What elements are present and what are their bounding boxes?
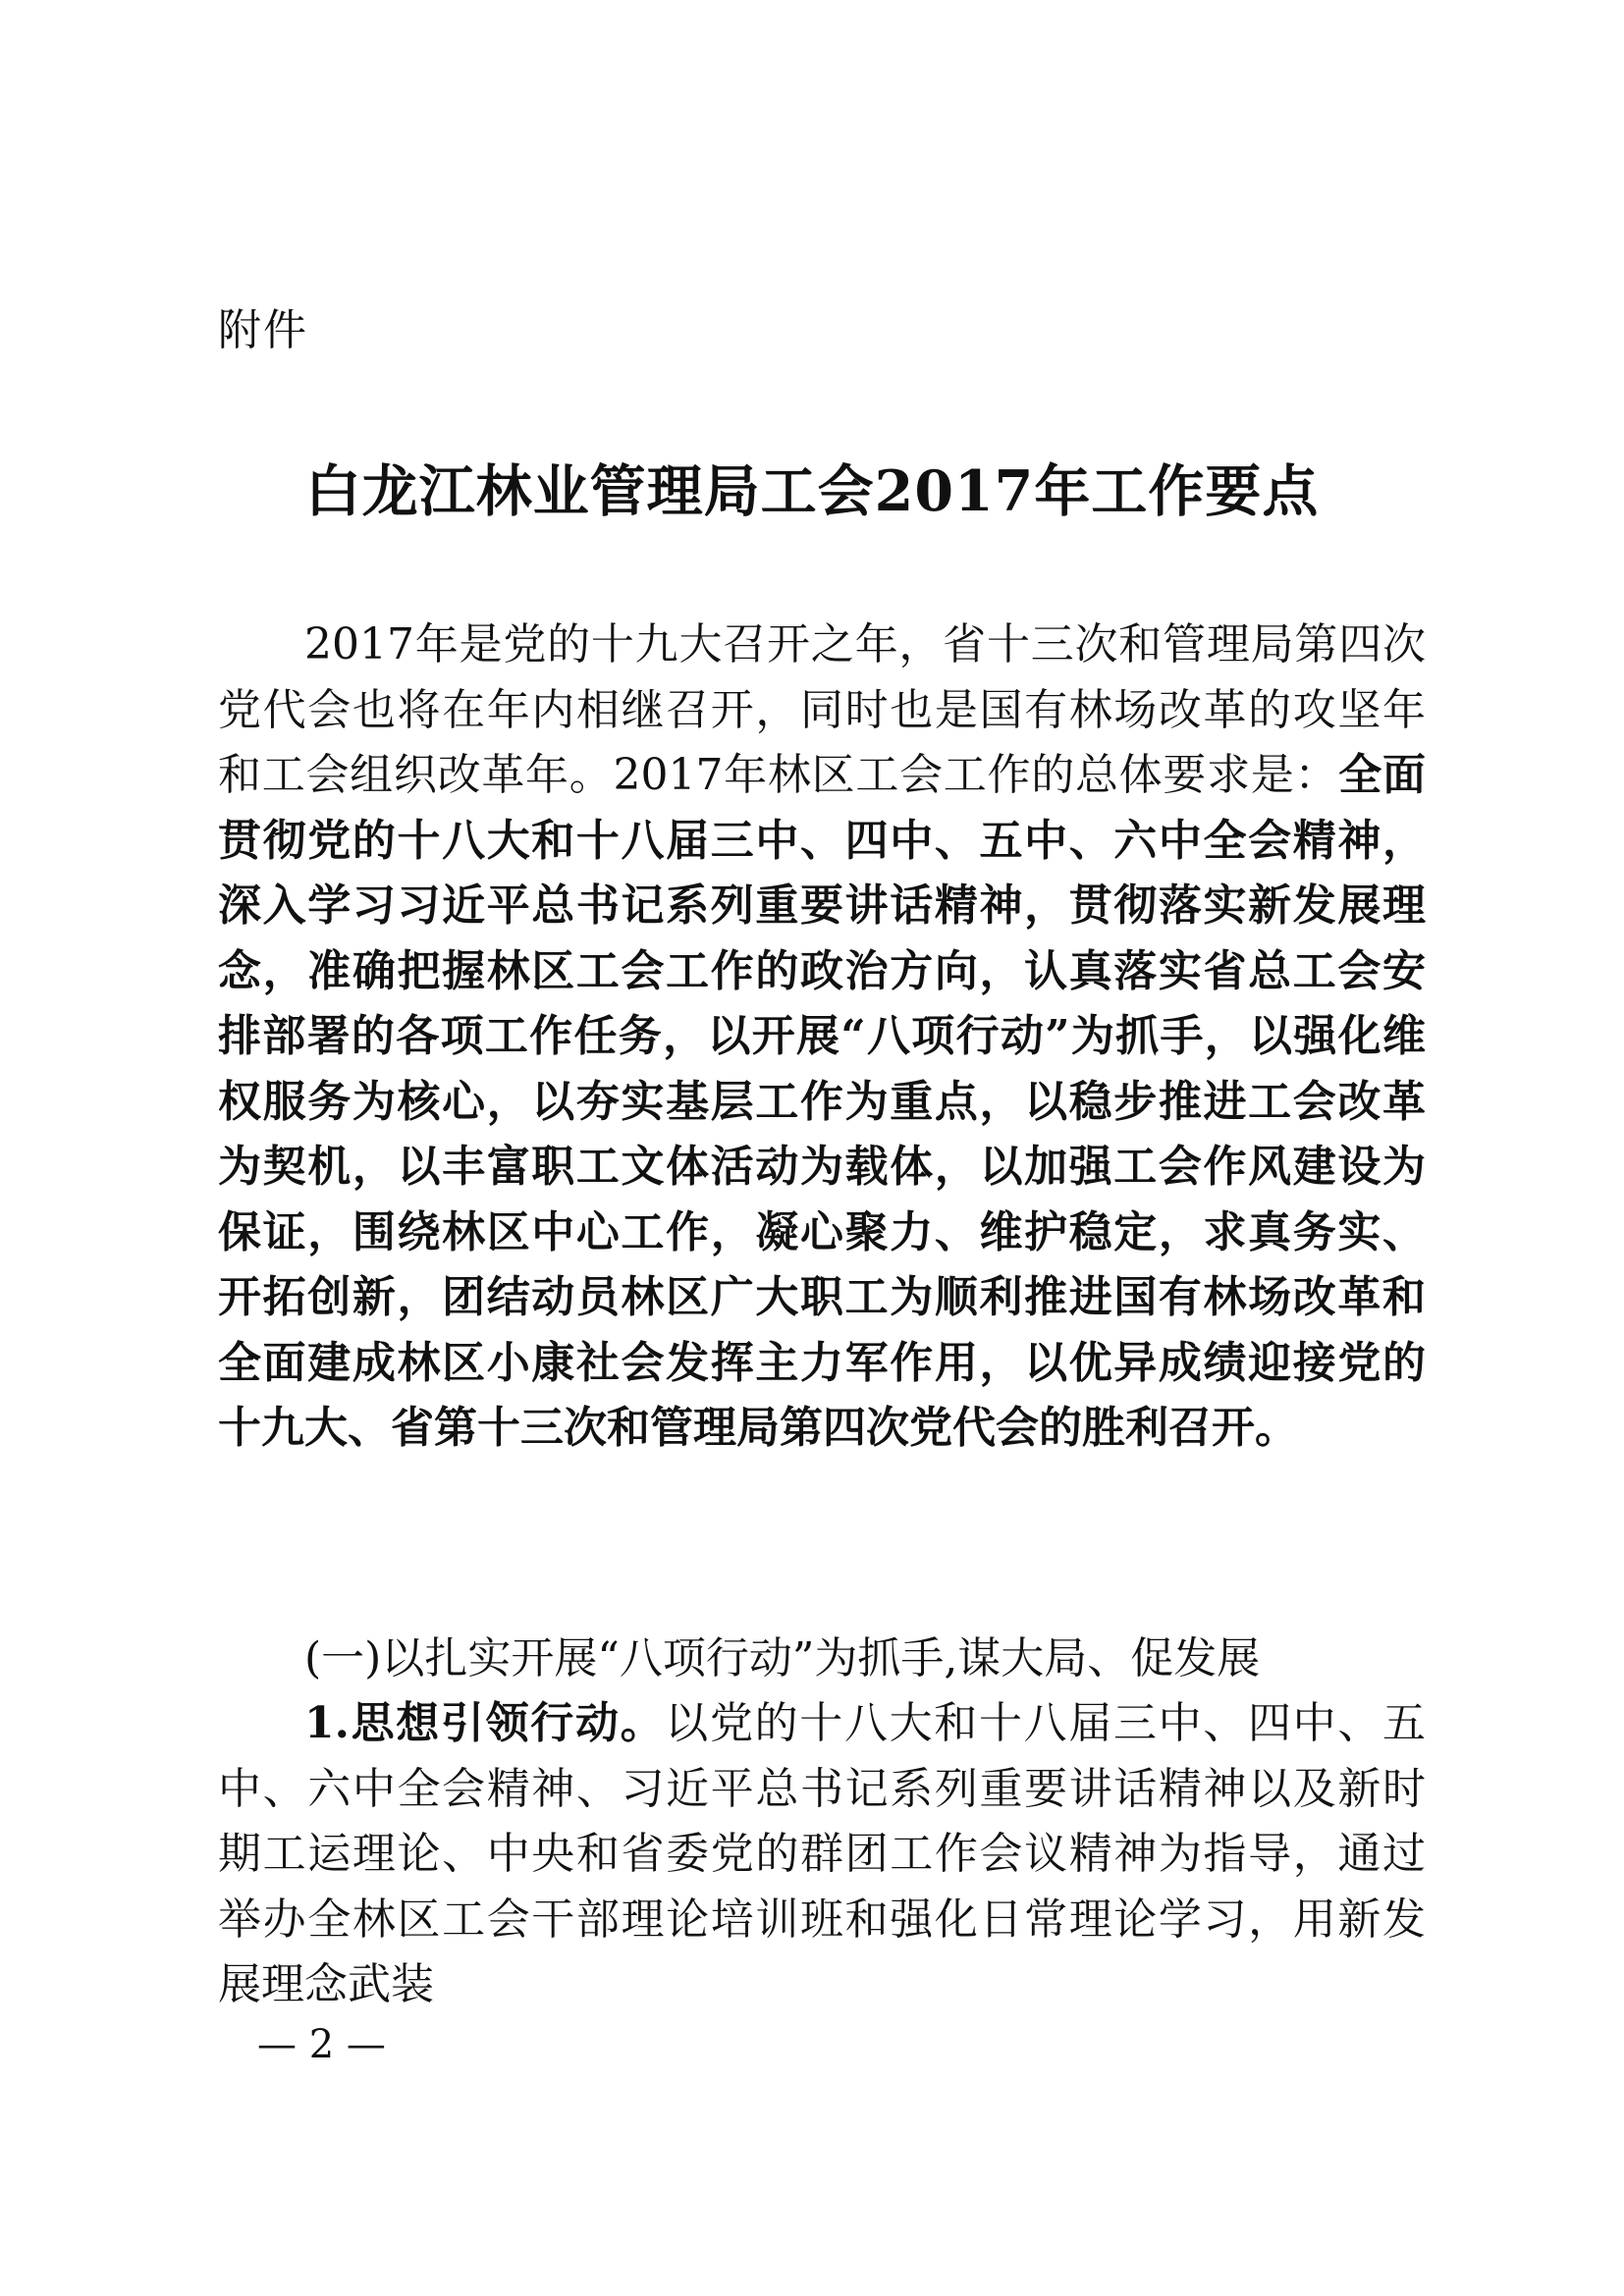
intro-lead-text: 2017年是党的十九大召开之年，省十三次和管理局第四次党代会也将在年内相继召开，同时也是国有林场改革的攻坚年和工会组织改革年。2017年林区工会工作的总体要求是： xyxy=(218,619,1426,800)
document-title: 白龙江林业管理局工会2017年工作要点 xyxy=(304,458,1320,524)
intro-emphasis-text: 全面贯彻党的十八大和十八届三中、四中、五中、六中全会精神，深入学习习近平总书记系列重要讲话精神，贯彻落实新发展理念，准确把握林区工会工作的政治方向，认真落实省总工会安排部署的各项工作任务，以开展“八项行动”为抓手，以强化维权服务为核心，以夯实基层工作为重点，以稳步推进工会改革为契机，以丰富职工文体活动为载体，以加强工会作风建设为保证，围绕林区中心工作，凝心聚力、维护稳定，求真务实、开拓创新，团结动员林区广大职工为顺利推进国有林场改革和全面建成林区小康社会发挥主力军作用，以优异成绩迎接党的十九大、省第十三次和管理局第四次党代会的胜利召开。 xyxy=(218,750,1427,1453)
item-1-heading: 1.思想引领行动。 xyxy=(304,1698,666,1748)
page-number: — 2 — xyxy=(257,2022,386,2067)
intro-paragraph xyxy=(218,613,1426,1462)
section-heading: (一)以扎实开展“八项行动”为抓手,谋大局、促发展 xyxy=(304,1633,1261,1683)
item-1-paragraph xyxy=(218,1691,1426,2018)
item-1-text: 以党的十八大和十八届三中、四中、五中、六中全会精神、习近平总书记系列重要讲话精神以及新时期工运理论、中央和省委党的群团工作会议精神为指导，通过举办全林区工会干部理论培训班和强化日常理论学习，用新发展理念武装 xyxy=(218,1698,1427,2009)
attachment-label: 附件 xyxy=(218,305,308,355)
